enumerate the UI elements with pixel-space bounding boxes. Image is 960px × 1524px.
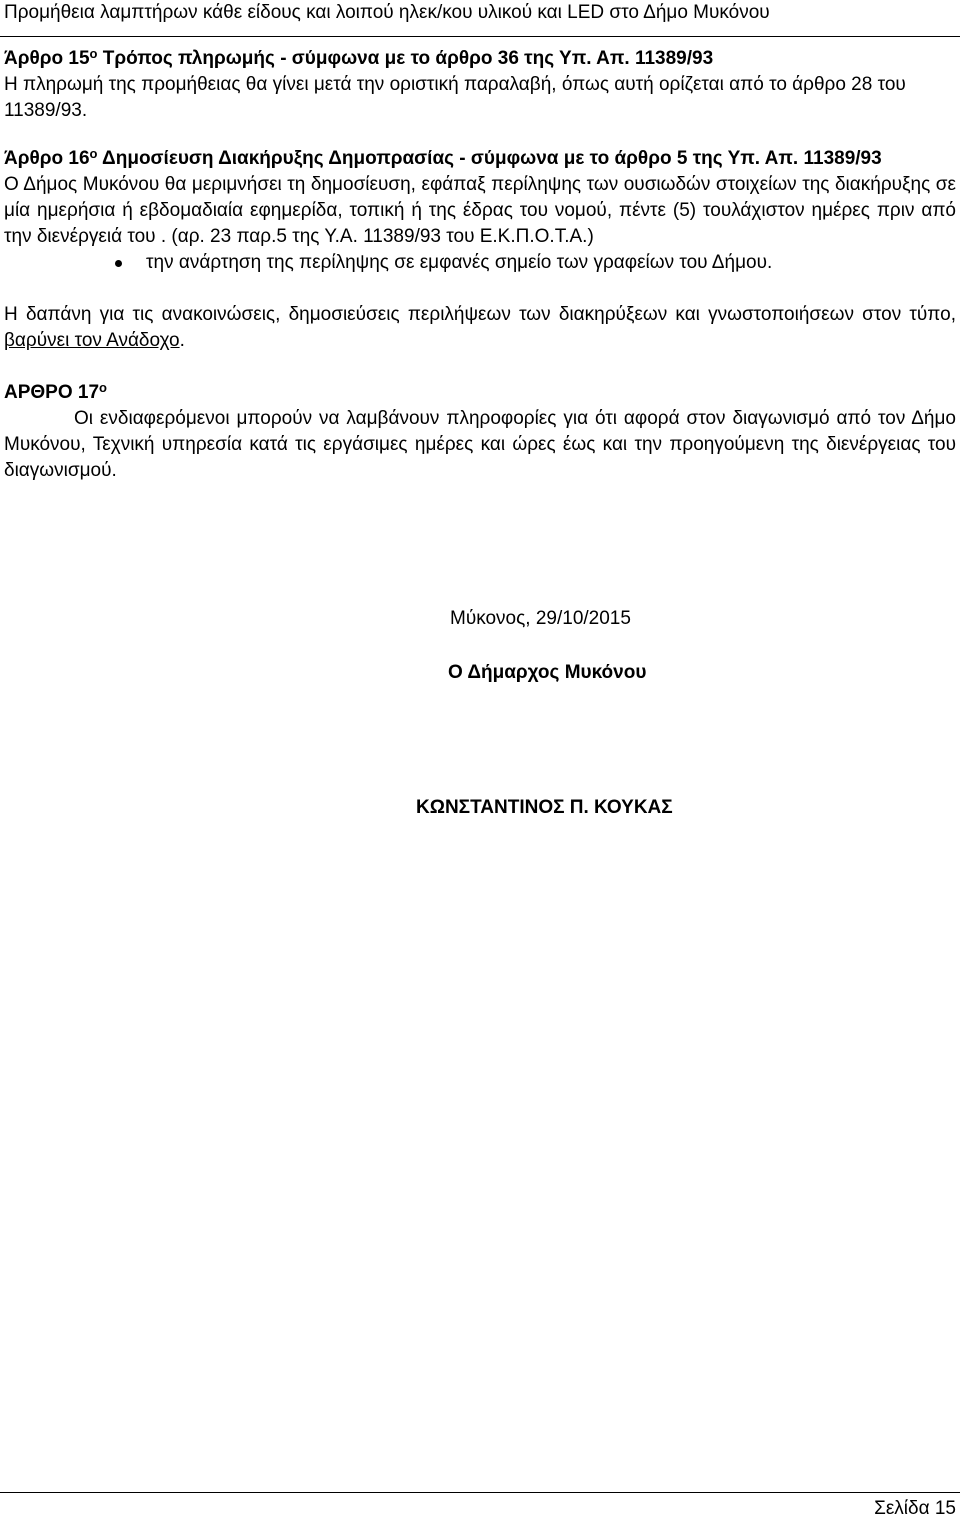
article-15 <box>4 46 956 124</box>
article-15-heading <box>4 46 956 72</box>
article-17-heading-sup: ο <box>99 380 107 395</box>
article-15-heading-sup: ο <box>89 46 98 61</box>
article-17-body: Οι ενδιαφερόμενοι μπορούν να λαμβάνουν πληροφορίες για ότι αφορά στον διαγωνισμό από τον Δήμο Μυκόνου, Τεχνική υπηρεσία κατά τις εργάσιμες ημέρες και ώρες έως και την προηγούμενη της διενέργειας του διαγωνισμού. <box>4 408 956 481</box>
article-15-heading-number: Άρθρο 15 <box>4 48 90 69</box>
article-16-heading <box>4 146 956 172</box>
article-15-body: Η πληρωμή της προμήθειας θα γίνει μετά την οριστική παραλαβή, όπως αυτή ορίζεται από το άρθρο 28 του 11389/93. <box>4 74 906 121</box>
article-16-cost-paragraph <box>4 302 956 354</box>
article-16 <box>4 146 956 354</box>
article-16-cost-underlined: βαρύνει τον Ανάδοχο <box>4 330 180 351</box>
article-17-heading <box>4 380 956 406</box>
article-16-heading-number: Άρθρο 16 <box>4 148 90 169</box>
page-header <box>0 0 960 37</box>
page-content <box>4 46 956 484</box>
article-17-heading-number: ΑΡΘΡΟ 17 <box>4 382 100 403</box>
article-16-heading-sup: ο <box>89 146 98 161</box>
article-16-cost-end: . <box>179 330 185 351</box>
article-16-bullet-item: την ανάρτηση της περίληψης σε εμφανές σημείο των γραφείων του Δήμου. <box>4 250 956 276</box>
article-17 <box>4 380 956 484</box>
article-15-heading-title: Τρόπος πληρωμής - σύμφωνα με το άρθρο 36 της Υπ. Απ. 11389/93 <box>97 48 714 69</box>
article-16-cost-text: Η δαπάνη για τις ανακοινώσεις, δημοσιεύσεις περιλήψεων των διακηρύξεων και γνωστοποιήσεων στον τύπο, <box>4 304 956 325</box>
signature-name: ΚΩΝΣΤΑΝΤΙΝΟΣ Π. ΚΟΥΚΑΣ <box>416 797 673 818</box>
signature-place-date: Μύκονος, 29/10/2015 <box>450 608 631 629</box>
page-number: Σελίδα 15 <box>874 1498 956 1519</box>
page-footer <box>0 1492 960 1524</box>
signature-role: Ο Δήμαρχος Μυκόνου <box>448 662 647 683</box>
header-title: Προμήθεια λαμπτήρων κάθε είδους και λοιπού ηλεκ/κου υλικού και LED στο Δήμο Μυκόνου <box>4 2 770 23</box>
article-16-body: Ο Δήμος Μυκόνου θα μεριμνήσει τη δημοσίευση, εφάπαξ περίληψης των ουσιωδών στοιχείων της διακήρυξης σε μία ημερήσια ή εβδομαδιαία εφημερίδα, τοπική ή της έδρας του νομού, πέντε (5) τουλάχιστον ημέρες πριν από την διενέργειά του . (αρ. 23 παρ.5 της Υ.Α. 11389/93 του Ε.Κ.Π.Ο.Τ.Α.) <box>4 174 956 247</box>
article-16-heading-title: Δημοσίευση Διακήρυξης Δημοπρασίας - σύμφωνα με το άρθρο 5 της Υπ. Απ. 11389/93 <box>97 148 882 169</box>
article-16-bullet-list <box>4 250 956 276</box>
